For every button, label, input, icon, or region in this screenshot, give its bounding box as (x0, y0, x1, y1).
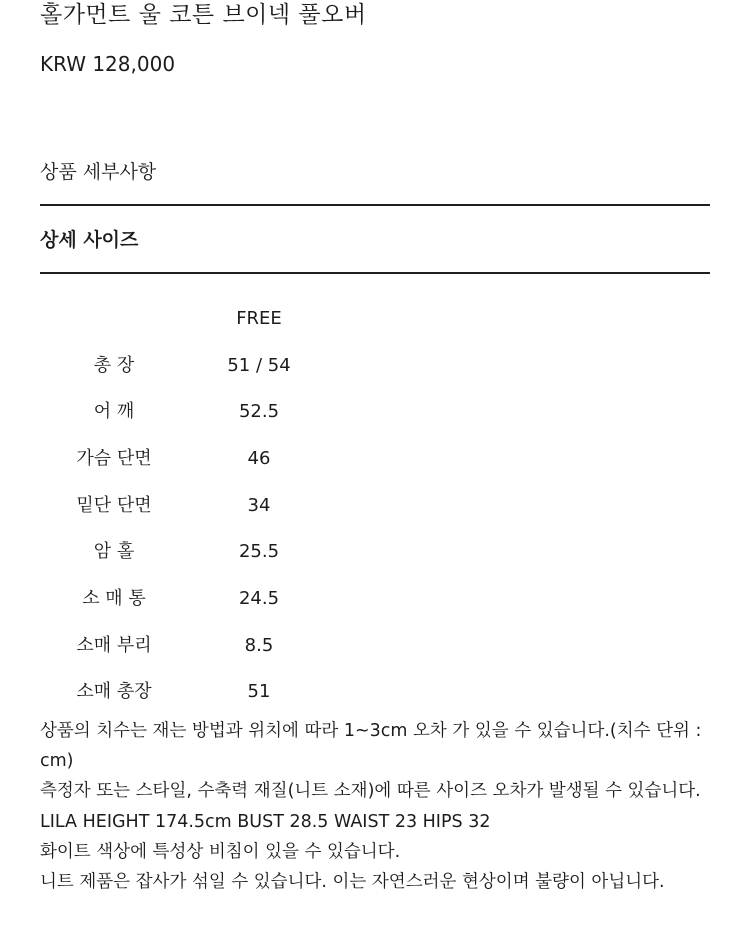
note-model-size: LILA HEIGHT 174.5cm BUST 28.5 WAIST 23 HIPS 32 (40, 811, 491, 832)
note-measurement: 상품의 치수는 재는 방법과 위치에 따라 1~3cm 오차 가 있을 수 있습니다.(치수 단위 : cm) (40, 721, 702, 772)
size-row-value: 25.5 (238, 541, 280, 562)
details-heading: 상품 세부사항 (40, 161, 157, 183)
size-column-header: FREE (236, 308, 282, 329)
note-knit-fiber: 니트 제품은 잡사가 섞일 수 있습니다. 이는 자연스러운 현상이며 불량이 아닙니다. (40, 872, 665, 893)
size-row-label: 암 홀 (93, 541, 135, 562)
product-title: 홀가먼트 울 코튼 브이넥 풀오버 (40, 2, 367, 28)
size-row-value: 34 (247, 495, 271, 516)
size-row-value: 52.5 (238, 401, 280, 422)
size-row-value: 51 (247, 681, 271, 702)
size-row-label: 소매 부리 (76, 635, 152, 656)
size-row-label: 가슴 단면 (76, 448, 152, 469)
size-row-value: 51 / 54 (227, 355, 291, 376)
size-section-title: 상세 사이즈 (40, 229, 139, 251)
divider-top (40, 204, 710, 206)
size-row-value: 8.5 (244, 635, 274, 656)
size-row-value: 46 (247, 448, 271, 469)
note-size-variance: 측정자 또는 스타일, 수축력 재질(니트 소재)에 따른 사이즈 오차가 발생될 수 있습니다. (40, 781, 701, 802)
size-row-label: 소매 총장 (76, 681, 152, 702)
note-white-sheer: 화이트 색상에 특성상 비침이 있을 수 있습니다. (40, 841, 401, 862)
notes (40, 716, 720, 897)
divider-bottom (40, 272, 710, 274)
size-row-value: 24.5 (238, 588, 280, 609)
size-row-label: 밑단 단면 (76, 495, 152, 516)
product-price: KRW 128,000 (40, 52, 176, 76)
size-row-label: 소 매 통 (82, 588, 146, 609)
size-row-label: 어 깨 (93, 401, 135, 422)
size-row-label: 총 장 (93, 355, 135, 376)
